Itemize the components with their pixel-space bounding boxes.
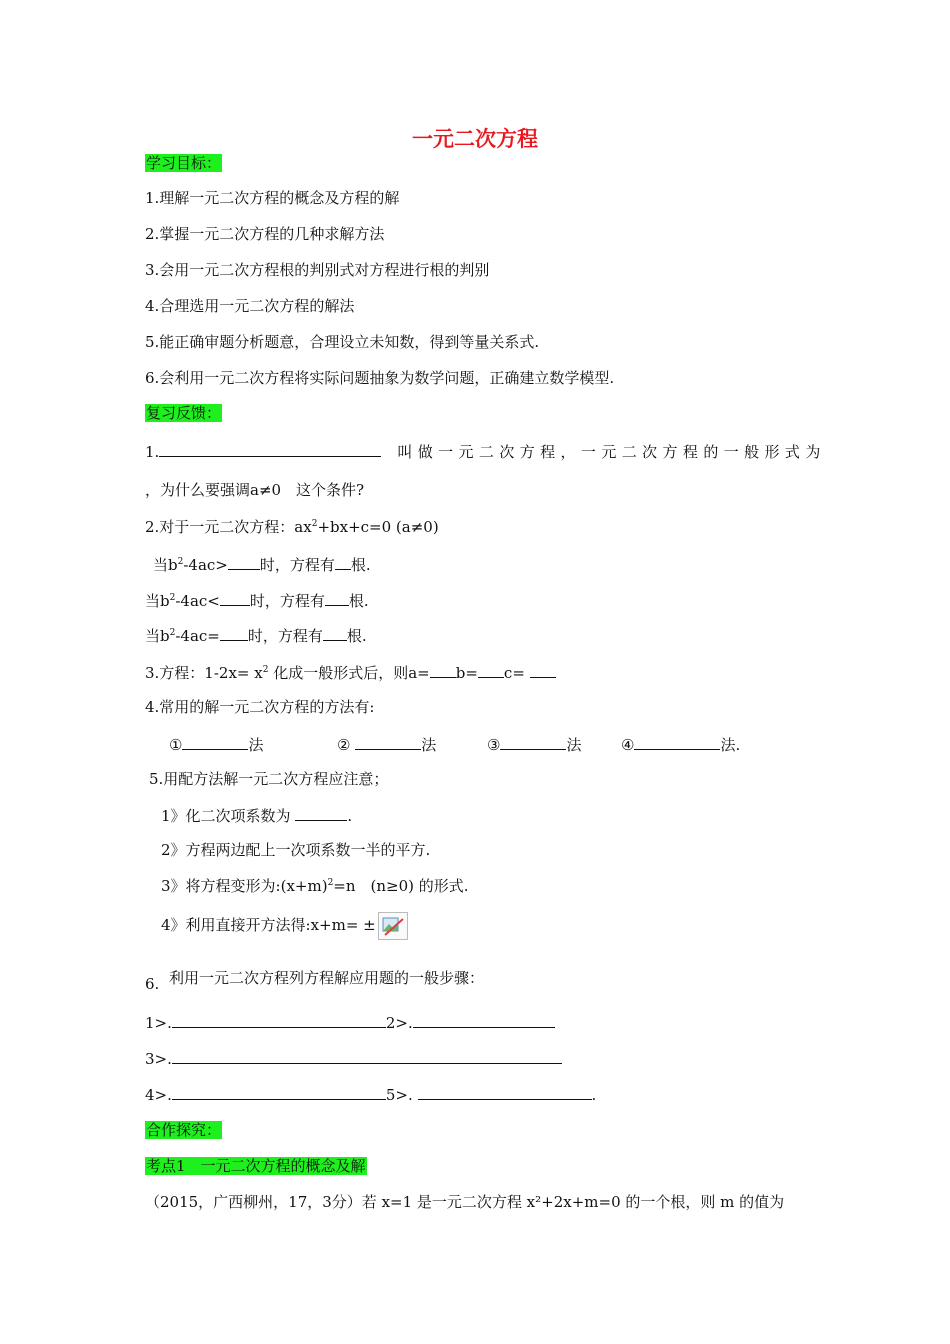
section-kaodian1-label: 考点1 一元二次方程的概念及解 xyxy=(146,1157,366,1175)
q1-line2: ，为什么要强调a≠0 这个条件? xyxy=(145,481,365,499)
q3-b: 化成一般形式后，则a= xyxy=(268,664,430,682)
goal-1: 1.理解一元二次方程的概念及方程的解 xyxy=(145,189,400,207)
q6-blank-5[interactable] xyxy=(418,1083,592,1100)
q6-row-3 xyxy=(145,1083,596,1105)
q2-intro-b: +bx+c=0 (a≠0) xyxy=(317,518,439,536)
q4-m2: ② xyxy=(337,736,356,754)
section-review xyxy=(145,403,222,423)
q2-case-1 xyxy=(153,553,371,575)
q6-blank-4[interactable] xyxy=(172,1083,386,1100)
section-goals xyxy=(145,153,222,173)
q5-step-4 xyxy=(161,912,408,940)
q2-case2-blank1[interactable] xyxy=(220,589,250,606)
q2-case3-blank2[interactable] xyxy=(323,624,347,641)
q6-row-1 xyxy=(145,1011,555,1033)
q5-s1-text: 1》化二次项系数为 xyxy=(161,807,296,825)
section-kaodian1 xyxy=(145,1156,367,1176)
q4-fa-4: 法. xyxy=(720,736,741,754)
q2-case1-blank2[interactable] xyxy=(335,553,351,570)
q1-blank[interactable] xyxy=(159,440,381,457)
q2-case3-b: -4ac= xyxy=(175,627,220,645)
q5-s1-end: . xyxy=(347,807,353,825)
q4-blank-2[interactable] xyxy=(355,733,421,750)
q2-case2-blank2[interactable] xyxy=(325,589,349,606)
q2-intro-a: 2.对于一元二次方程：ax xyxy=(145,518,312,536)
q5-s3-sup: 2 xyxy=(327,878,334,888)
q4-intro: 4.常用的解一元二次方程的方法有: xyxy=(145,698,375,716)
q2-case1-blank1[interactable] xyxy=(228,553,260,570)
goal-5: 5.能正确审题分析题意，合理设立未知数，得到等量关系式. xyxy=(145,333,540,351)
goal-4: 4.合理选用一元二次方程的解法 xyxy=(145,297,355,315)
q3-cc: c= xyxy=(503,664,530,682)
q2-case3-gen: 根. xyxy=(346,627,367,645)
q1-text: 叫做一元二次方程，一元二次方程的一般形式为 xyxy=(397,443,826,461)
q6-text: 利用一元二次方程列方程解应用题的一般步骤： xyxy=(169,969,485,987)
q6-blank-3[interactable] xyxy=(172,1047,562,1064)
q2-case2-sup: 2 xyxy=(169,593,176,603)
q2-case1-a: 当b xyxy=(153,556,178,574)
q5-intro: 5.用配方法解一元二次方程应注意； xyxy=(149,770,389,788)
q2-case2-a: 当b xyxy=(145,592,170,610)
q2-case1-gen: 根. xyxy=(350,556,371,574)
q5-s4-text: 4》利用直接开方法得:x+m= ± xyxy=(161,916,376,934)
q5-s3-b: =n (n≥0) 的形式. xyxy=(333,877,469,895)
q5-step-1 xyxy=(161,804,352,826)
page-title: 一元二次方程 xyxy=(412,127,538,151)
q4-fa-3: 法 xyxy=(566,736,582,754)
goal-6: 6.会利用一元二次方程将实际问题抽象为数学问题，正确建立数学模型. xyxy=(145,369,615,387)
q6-end: . xyxy=(591,1086,597,1104)
q4-method-1 xyxy=(169,733,263,755)
q5-s1-blank[interactable] xyxy=(295,804,347,821)
q4-blank-4[interactable] xyxy=(634,733,720,750)
q2-case3-shi: 时，方程有 xyxy=(247,627,323,645)
q4-m1: ① xyxy=(169,736,183,754)
section-review-label: 复习反馈： xyxy=(146,404,222,422)
section-explore xyxy=(145,1120,222,1140)
problem-text: （2015，广西柳州，17，3分）若 x=1 是一元二次方程 x²+2x+m=0 的一个根，则 m 的值为 xyxy=(145,1193,785,1211)
q1-number: 1. xyxy=(145,443,160,461)
q5-s3-a: 3》将方程变形为:(x+m) xyxy=(161,877,328,895)
q6-intro xyxy=(145,974,159,994)
goal-3: 3.会用一元二次方程根的判别式对方程进行根的判别 xyxy=(145,261,490,279)
q2-case-3 xyxy=(145,624,367,646)
q2-intro xyxy=(145,517,439,537)
q2-case3-sup: 2 xyxy=(169,628,176,638)
q4-m3: ③ xyxy=(487,736,501,754)
q2-sup: 2 xyxy=(311,519,318,529)
q2-case2-b: -4ac< xyxy=(175,592,220,610)
q6-st1: 1>. xyxy=(145,1014,172,1032)
q1-line1 xyxy=(145,440,826,462)
section-explore-label: 合作探究： xyxy=(146,1121,222,1139)
q3-blank-c[interactable] xyxy=(530,661,556,678)
q3-blank-a[interactable] xyxy=(430,661,456,678)
q2-case1-shi: 时，方程有 xyxy=(259,556,335,574)
q2-case-2 xyxy=(145,589,369,611)
q4-blank-3[interactable] xyxy=(500,733,566,750)
q3-line xyxy=(145,661,556,683)
section-goals-label: 学习目标： xyxy=(146,154,222,172)
q2-case1-sup: 2 xyxy=(177,557,184,567)
q5-step-3 xyxy=(161,876,469,896)
q4-blank-1[interactable] xyxy=(182,733,248,750)
q3-sup: 2 xyxy=(262,665,269,675)
q4-m4: ④ xyxy=(621,736,635,754)
goal-2: 2.掌握一元二次方程的几种求解方法 xyxy=(145,225,385,243)
q4-method-4 xyxy=(621,733,740,755)
q4-fa-1: 法 xyxy=(248,736,264,754)
q6-row-2 xyxy=(145,1047,562,1069)
q6-blank-2[interactable] xyxy=(413,1011,555,1028)
q3-blank-b[interactable] xyxy=(478,661,504,678)
q6-st2: 2>. xyxy=(385,1014,413,1032)
q2-case1-b: -4ac> xyxy=(183,556,228,574)
q2-case2-shi: 时，方程有 xyxy=(249,592,325,610)
q4-fa-2: 法 xyxy=(421,736,437,754)
q2-case3-a: 当b xyxy=(145,627,170,645)
q2-case2-gen: 根. xyxy=(348,592,369,610)
q5-step-2: 2》方程两边配上一次项系数一半的平方. xyxy=(161,841,431,859)
q3-bb: b= xyxy=(455,664,478,682)
q6-st4: 4>. xyxy=(145,1086,172,1104)
q6-st5: 5>. xyxy=(385,1086,418,1104)
q6-st3: 3>. xyxy=(145,1050,172,1068)
q4-method-2 xyxy=(337,733,436,755)
q4-method-3 xyxy=(487,733,581,755)
q6-blank-1[interactable] xyxy=(172,1011,386,1028)
broken-image-icon xyxy=(378,912,408,940)
q6-number: 6. xyxy=(145,975,160,993)
q3-a: 3.方程：1-2x= x xyxy=(145,664,263,682)
q2-case3-blank1[interactable] xyxy=(220,624,248,641)
